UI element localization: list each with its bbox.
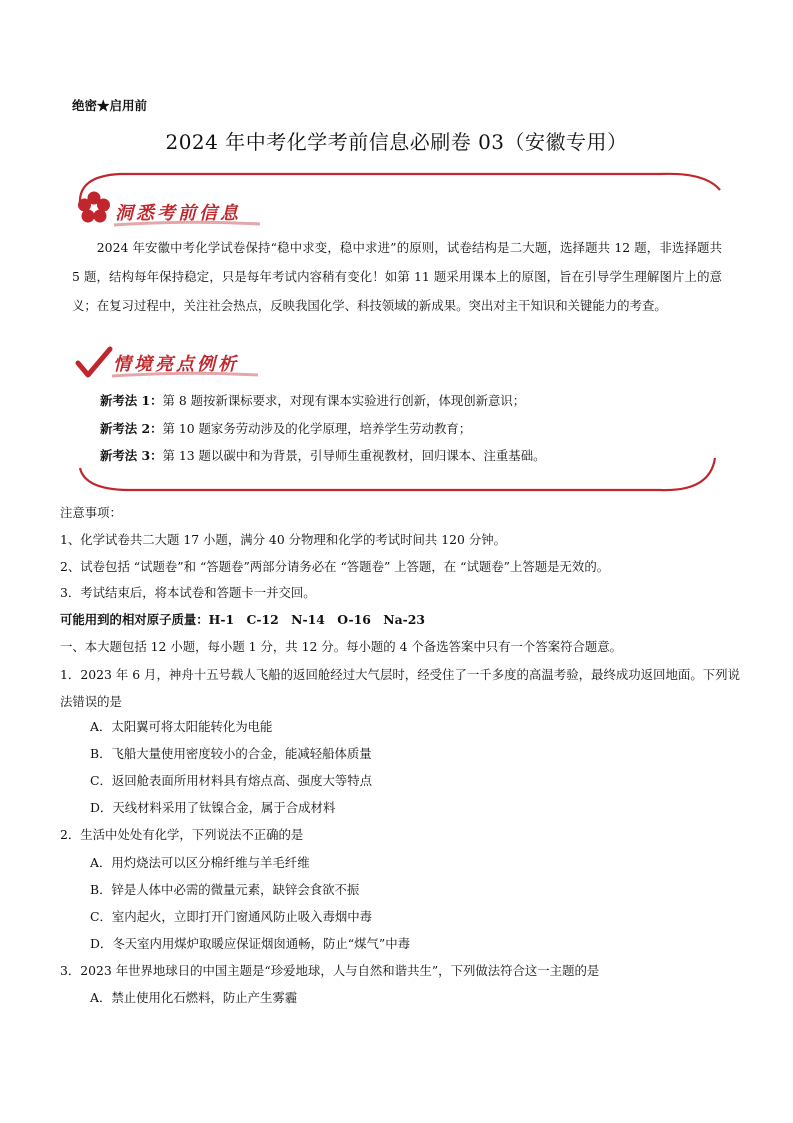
section-heading: 一、本大题包括 12 小题，每小题 1 分，共 12 分。每小题的 4 个备选答案中只有一个答案符合题意。 xyxy=(60,639,623,654)
question-stem: 2．生活中处处有化学，下列说法不正确的是 xyxy=(60,827,304,842)
answer-option: C．室内起火，立即打开门窗通风防止吸入毒烟中毒 xyxy=(90,909,373,924)
note-text: 第 13 题以碳中和为背景，引导师生重视教材，回归课本、注重基础。 xyxy=(162,448,546,463)
instruction-item: 2、试卷包括 “试题卷”和 “答题卷”两部分请务必在 “答题卷” 上答题，在 “试题卷”上答题是无效的。 xyxy=(60,559,610,574)
answer-option: A．太阳翼可将太阳能转化为电能 xyxy=(90,719,273,734)
flower-icon xyxy=(76,190,112,226)
banner-underline xyxy=(110,370,260,380)
instruction-item: 3．考试结束后，将本试卷和答题卡一并交回。 xyxy=(60,585,316,600)
answer-option: C．返回舱表面所用材料具有熔点高、强度大等特点 xyxy=(90,773,373,788)
instruction-item: 1、化学试卷共二大题 17 小题，满分 40 分物理和化学的考试时间共 120 分钟。 xyxy=(60,532,507,547)
note-text: 第 8 题按新课标要求，对现有课本实验进行创新，体现创新意识； xyxy=(162,393,526,408)
answer-option: A．禁止使用化石燃料，防止产生雾霾 xyxy=(90,990,298,1005)
note-text: 第 10 题家务劳动涉及的化学原理，培养学生劳动教育； xyxy=(162,421,472,436)
confidential-label: 绝密★启用前 xyxy=(72,98,148,113)
question-stem: 3．2023 年世界地球日的中国主题是“珍爱地球，人与自然和谐共生”，下列做法符合这一主题的是 xyxy=(60,963,600,978)
atomic-mass-line: 可能用到的相对原子质量：H-1 C-12 N-14 O-16 Na-23 xyxy=(60,612,426,627)
exam-info-paragraph: 2024 年安徽中考化学试卷保持“稳中求变，稳中求进”的原则，试卷结构是二大题，选择题共 12 题，非选择题共 5 题，结构每年保持稳定，只是每年考试内容稍有变化！如第 11 题采用课本上的原图，旨在引导学生理解图片上的意义；在复习过程中，关注社会热点，反映我国化学、科技领域的新成果。突出对主干知识和关键能力的考查。 xyxy=(72,240,722,313)
note-label: 新考法 1： xyxy=(100,393,163,408)
instructions-heading: 注意事项： xyxy=(60,505,122,520)
new-method-note xyxy=(100,446,545,464)
answer-option: B．飞船大量使用密度较小的合金，能减轻船体质量 xyxy=(90,746,372,761)
note-label: 新考法 3： xyxy=(100,448,163,463)
page-title: 2024 年中考化学考前信息必刷卷 03（安徽专用） xyxy=(165,130,628,154)
highlight-banner-title: 情境亮点例析 xyxy=(113,354,239,375)
question-stem: 1．2023 年 6 月，神舟十五号载人飞船的返回舱经过大气层时，经受住了一千多度的高温考验，最终成功返回地面。下列说法错误的是 xyxy=(60,667,740,709)
new-method-note xyxy=(100,419,471,437)
answer-option: A．用灼烧法可以区分棉纤维与羊毛纤维 xyxy=(90,855,310,870)
info-banner-title: 洞悉考前信息 xyxy=(115,203,241,224)
note-label: 新考法 2： xyxy=(100,421,163,436)
banner-underline xyxy=(112,219,262,229)
answer-option: D．天线材料采用了钛镍合金，属于合成材料 xyxy=(90,800,336,815)
answer-option: D．冬天室内用煤炉取暖应保证烟囱通畅，防止“煤气”中毒 xyxy=(90,936,410,951)
new-method-note xyxy=(100,391,525,409)
answer-option: B．锌是人体中必需的微量元素，缺锌会食欲不振 xyxy=(90,882,360,897)
check-icon xyxy=(74,345,114,381)
